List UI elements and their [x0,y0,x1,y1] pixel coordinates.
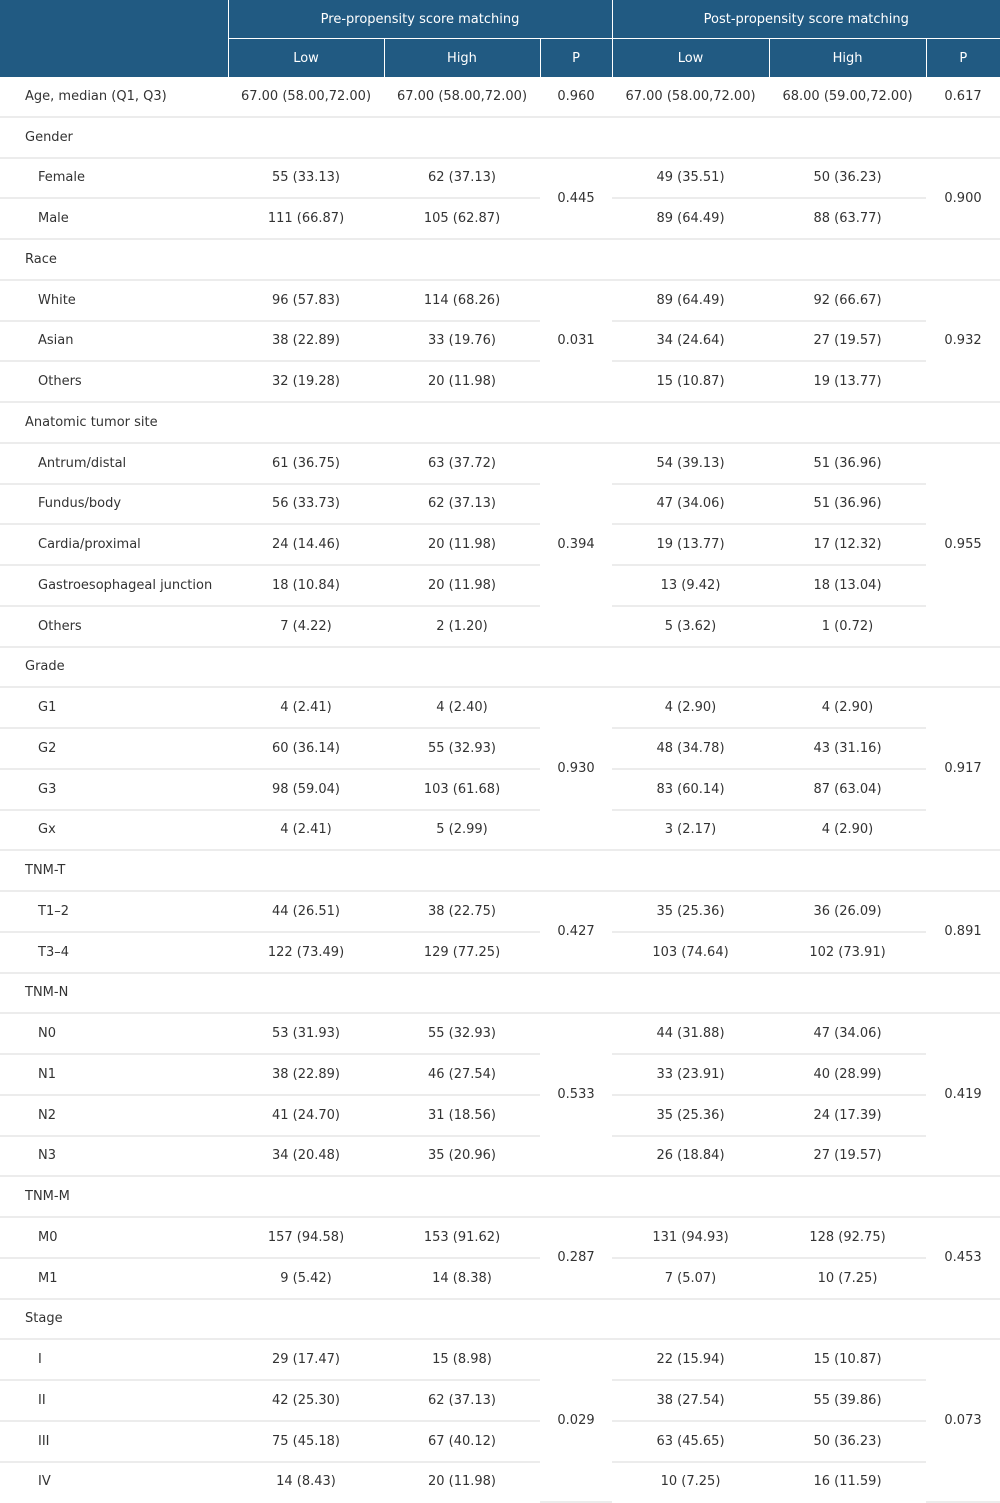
row-label: IV [0,1462,228,1502]
row-label: N1 [0,1054,228,1095]
cell-post-high: 88 (63.77) [769,198,926,239]
row-label: III [0,1421,228,1462]
cell-pre-p: 0.930 [540,687,612,850]
table-row [0,361,1000,402]
pre-high-header: High [384,39,540,78]
row-label: Gastroesophageal junction [0,565,228,606]
cell-post-high: 17 (12.32) [769,524,926,565]
cell-post-low: 54 (39.13) [612,443,769,484]
table-row [0,1421,1000,1462]
section-row [0,850,1000,891]
cell-post-high: 40 (28.99) [769,1054,926,1095]
post-matching-header: Post-propensity score matching [612,0,1000,39]
table-row [0,1095,1000,1136]
cell-post-low: 67.00 (58.00,72.00) [612,77,769,117]
row-label: I [0,1339,228,1380]
cell-post-low: 89 (64.49) [612,280,769,321]
table-row [0,484,1000,525]
cell-pre-low: 32 (19.28) [228,361,384,402]
cell-post-p: 0.453 [926,1217,1000,1299]
table-row [0,158,1000,199]
cell-pre-high: 62 (37.13) [384,158,540,199]
cell-post-high: 27 (19.57) [769,1136,926,1177]
row-label: T3–4 [0,932,228,973]
section-row [0,647,1000,688]
table-row [0,1380,1000,1421]
cell-pre-low: 60 (36.14) [228,728,384,769]
cell-pre-high: 67.00 (58.00,72.00) [384,77,540,117]
cell-post-high: 24 (17.39) [769,1095,926,1136]
row-label: T1–2 [0,891,228,932]
section-row [0,117,1000,158]
section-label: Stage [0,1299,228,1340]
section-label: TNM-T [0,850,228,891]
table-row [0,198,1000,239]
table-row [0,1013,1000,1054]
cell-post-low: 33 (23.91) [612,1054,769,1095]
row-label: Antrum/distal [0,443,228,484]
cell-pre-p: 0.960 [540,77,612,117]
variable-header [0,0,228,77]
cell-pre-low: 96 (57.83) [228,280,384,321]
cell-pre-low: 41 (24.70) [228,1095,384,1136]
table-row [0,769,1000,810]
cell-post-p: 0.932 [926,280,1000,402]
cell-post-high: 68.00 (59.00,72.00) [769,77,926,117]
table-row [0,1217,1000,1258]
row-label: Gx [0,810,228,851]
cell-post-high: 128 (92.75) [769,1217,926,1258]
table-row [0,891,1000,932]
cell-pre-low: 55 (33.13) [228,158,384,199]
table-row [0,810,1000,851]
cell-pre-high: 105 (62.87) [384,198,540,239]
cell-pre-high: 103 (61.68) [384,769,540,810]
cell-post-low: 49 (35.51) [612,158,769,199]
section-row [0,239,1000,280]
cell-post-low: 22 (15.94) [612,1339,769,1380]
cell-post-p: 0.955 [926,443,1000,647]
table-row [0,280,1000,321]
row-label: Cardia/proximal [0,524,228,565]
cell-pre-high: 67 (40.12) [384,1421,540,1462]
cell-pre-low: 42 (25.30) [228,1380,384,1421]
cell-post-high: 4 (2.90) [769,687,926,728]
cell-post-low: 38 (27.54) [612,1380,769,1421]
row-label: Others [0,361,228,402]
cell-pre-low: 56 (33.73) [228,484,384,525]
cell-post-high: 50 (36.23) [769,1421,926,1462]
cell-pre-high: 4 (2.40) [384,687,540,728]
table-row [0,687,1000,728]
cell-pre-high: 33 (19.76) [384,321,540,362]
cell-post-high: 55 (39.86) [769,1380,926,1421]
row-label: N2 [0,1095,228,1136]
cell-post-low: 89 (64.49) [612,198,769,239]
pre-p-header: P [540,39,612,78]
section-label: Grade [0,647,228,688]
cell-pre-low: 67.00 (58.00,72.00) [228,77,384,117]
cell-post-low: 15 (10.87) [612,361,769,402]
section-label: Race [0,239,228,280]
cell-post-low: 83 (60.14) [612,769,769,810]
cell-pre-high: 153 (91.62) [384,1217,540,1258]
post-p-header: P [926,39,1000,78]
cell-post-p: 0.900 [926,158,1000,240]
row-label: N3 [0,1136,228,1177]
cell-pre-low: 9 (5.42) [228,1258,384,1299]
row-label: II [0,1380,228,1421]
cell-post-high: 87 (63.04) [769,769,926,810]
cell-post-low: 4 (2.90) [612,687,769,728]
cell-post-p: 0.617 [926,77,1000,117]
row-label: Asian [0,321,228,362]
table-row [0,932,1000,973]
cell-post-high: 18 (13.04) [769,565,926,606]
cell-post-high: 19 (13.77) [769,361,926,402]
cell-post-p: 0.891 [926,891,1000,973]
cell-pre-high: 38 (22.75) [384,891,540,932]
cell-pre-high: 129 (77.25) [384,932,540,973]
cell-pre-low: 122 (73.49) [228,932,384,973]
pre-low-header: Low [228,39,384,78]
cell-post-low: 48 (34.78) [612,728,769,769]
cell-post-high: 15 (10.87) [769,1339,926,1380]
table-row [0,77,1000,117]
cell-post-p: 0.419 [926,1013,1000,1176]
table-row [0,1339,1000,1380]
section-label: Anatomic tumor site [0,402,228,443]
cell-pre-low: 4 (2.41) [228,810,384,851]
cell-pre-low: 38 (22.89) [228,321,384,362]
section-row [0,402,1000,443]
cell-post-low: 13 (9.42) [612,565,769,606]
cell-post-high: 4 (2.90) [769,810,926,851]
cell-post-low: 5 (3.62) [612,606,769,647]
cell-pre-high: 35 (20.96) [384,1136,540,1177]
cell-pre-p: 0.533 [540,1013,612,1176]
cell-pre-low: 14 (8.43) [228,1462,384,1502]
post-low-header: Low [612,39,769,78]
cell-pre-low: 98 (59.04) [228,769,384,810]
cell-pre-high: 15 (8.98) [384,1339,540,1380]
table-row [0,524,1000,565]
cell-post-low: 10 (7.25) [612,1462,769,1502]
table-row [0,1462,1000,1502]
cell-pre-high: 55 (32.93) [384,1013,540,1054]
table-row [0,443,1000,484]
cell-pre-high: 5 (2.99) [384,810,540,851]
post-high-header: High [769,39,926,78]
cell-post-low: 34 (24.64) [612,321,769,362]
cell-pre-low: 38 (22.89) [228,1054,384,1095]
cell-post-high: 51 (36.96) [769,443,926,484]
row-label: Fundus/body [0,484,228,525]
cell-post-low: 7 (5.07) [612,1258,769,1299]
cell-pre-p: 0.445 [540,158,612,240]
cell-pre-high: 114 (68.26) [384,280,540,321]
cell-pre-high: 55 (32.93) [384,728,540,769]
cell-post-high: 1 (0.72) [769,606,926,647]
row-label: G2 [0,728,228,769]
cell-pre-low: 18 (10.84) [228,565,384,606]
cell-post-low: 3 (2.17) [612,810,769,851]
section-row [0,973,1000,1014]
cell-pre-high: 20 (11.98) [384,1462,540,1502]
cell-pre-high: 20 (11.98) [384,565,540,606]
cell-pre-high: 31 (18.56) [384,1095,540,1136]
cell-post-low: 131 (94.93) [612,1217,769,1258]
row-label: M0 [0,1217,228,1258]
row-label: G1 [0,687,228,728]
cell-pre-low: 24 (14.46) [228,524,384,565]
cell-post-high: 43 (31.16) [769,728,926,769]
cell-post-low: 35 (25.36) [612,891,769,932]
cell-pre-p: 0.029 [540,1339,612,1502]
row-label: Female [0,158,228,199]
cell-post-high: 16 (11.59) [769,1462,926,1502]
cell-pre-p: 0.031 [540,280,612,402]
table-row [0,606,1000,647]
table-row [0,321,1000,362]
table-row [0,1136,1000,1177]
cell-post-low: 19 (13.77) [612,524,769,565]
cell-pre-low: 29 (17.47) [228,1339,384,1380]
section-label: TNM-M [0,1176,228,1217]
cell-post-high: 27 (19.57) [769,321,926,362]
cell-pre-low: 111 (66.87) [228,198,384,239]
cell-pre-low: 4 (2.41) [228,687,384,728]
row-label: Male [0,198,228,239]
cell-post-high: 102 (73.91) [769,932,926,973]
cell-pre-p: 0.427 [540,891,612,973]
cell-pre-high: 63 (37.72) [384,443,540,484]
cell-post-low: 35 (25.36) [612,1095,769,1136]
cell-pre-low: 7 (4.22) [228,606,384,647]
cell-post-low: 63 (45.65) [612,1421,769,1462]
cell-pre-low: 53 (31.93) [228,1013,384,1054]
cell-pre-low: 61 (36.75) [228,443,384,484]
section-label: TNM-N [0,973,228,1014]
cell-post-low: 44 (31.88) [612,1013,769,1054]
cell-post-high: 50 (36.23) [769,158,926,199]
cell-pre-low: 44 (26.51) [228,891,384,932]
cell-pre-low: 34 (20.48) [228,1136,384,1177]
cell-pre-high: 62 (37.13) [384,1380,540,1421]
cell-pre-high: 46 (27.54) [384,1054,540,1095]
cell-post-low: 47 (34.06) [612,484,769,525]
table-row [0,1258,1000,1299]
cell-pre-high: 62 (37.13) [384,484,540,525]
cell-post-p: 0.917 [926,687,1000,850]
table-row [0,728,1000,769]
section-label: Gender [0,117,228,158]
row-label: Others [0,606,228,647]
cell-pre-high: 20 (11.98) [384,361,540,402]
cell-pre-high: 20 (11.98) [384,524,540,565]
cell-post-high: 36 (26.09) [769,891,926,932]
cell-pre-p: 0.394 [540,443,612,647]
cell-post-low: 103 (74.64) [612,932,769,973]
row-label: G3 [0,769,228,810]
row-label: Age, median (Q1, Q3) [0,77,228,117]
cell-post-high: 47 (34.06) [769,1013,926,1054]
section-row [0,1176,1000,1217]
cell-post-high: 10 (7.25) [769,1258,926,1299]
row-label: N0 [0,1013,228,1054]
cell-pre-low: 157 (94.58) [228,1217,384,1258]
cell-pre-high: 14 (8.38) [384,1258,540,1299]
section-row [0,1299,1000,1340]
cell-post-high: 92 (66.67) [769,280,926,321]
cell-post-low: 26 (18.84) [612,1136,769,1177]
cell-post-p: 0.073 [926,1339,1000,1502]
table-row [0,1054,1000,1095]
row-label: M1 [0,1258,228,1299]
table-row [0,565,1000,606]
row-label: White [0,280,228,321]
cell-pre-p: 0.287 [540,1217,612,1299]
pre-matching-header: Pre-propensity score matching [228,0,612,39]
cell-post-high: 51 (36.96) [769,484,926,525]
cell-pre-high: 2 (1.20) [384,606,540,647]
cell-pre-low: 75 (45.18) [228,1421,384,1462]
